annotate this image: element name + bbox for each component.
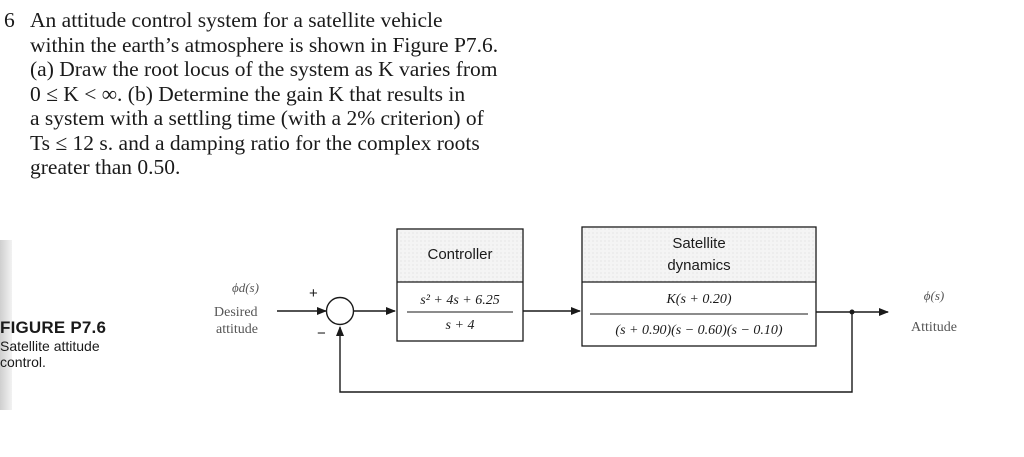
problem-line: Ts ≤ 12 s. and a damping ratio for the complex roots <box>30 130 480 155</box>
plant-title: dynamics <box>667 257 731 274</box>
summing-junction <box>327 298 354 325</box>
input-signal-name: attitude <box>216 322 258 337</box>
input-signal-symbol: ϕd(s) <box>232 280 259 295</box>
input-signal-name: Desired <box>214 305 258 320</box>
problem-number: 6 <box>4 8 15 32</box>
figure-label: FIGURE P7.6 <box>0 318 107 337</box>
controller-title: Controller <box>427 246 493 263</box>
problem-line: a system with a settling time (with a 2% criterion) of <box>30 106 484 130</box>
plant-denominator: (s + 0.90)(s − 0.60)(s − 0.10) <box>615 323 783 338</box>
plant-numerator: K(s + 0.20) <box>666 292 732 307</box>
figure-caption-line: Satellite attitude <box>0 338 100 354</box>
controller-denominator: s + 4 <box>445 318 475 333</box>
plant-title: Satellite <box>672 235 726 252</box>
problem-line: 0 ≤ K < ∞. (b) Determine the gain K that results in <box>30 81 466 106</box>
problem-line: (a) Draw the root locus of the system as K varies from <box>30 57 498 81</box>
problem-line: within the earth’s atmosphere is shown in Figure P7.6. <box>30 32 499 57</box>
output-signal-name: Attitude <box>911 320 957 335</box>
problem-line: greater than 0.50. <box>30 155 181 179</box>
sum-plus-sign: + <box>309 285 318 302</box>
output-signal-symbol: ϕ(s) <box>923 288 945 303</box>
controller-numerator: s² + 4s + 6.25 <box>420 293 500 308</box>
sum-minus-sign: − <box>317 325 326 342</box>
problem-line: An attitude control system for a satellite vehicle <box>30 8 443 32</box>
figure-caption-line: control. <box>0 354 46 370</box>
